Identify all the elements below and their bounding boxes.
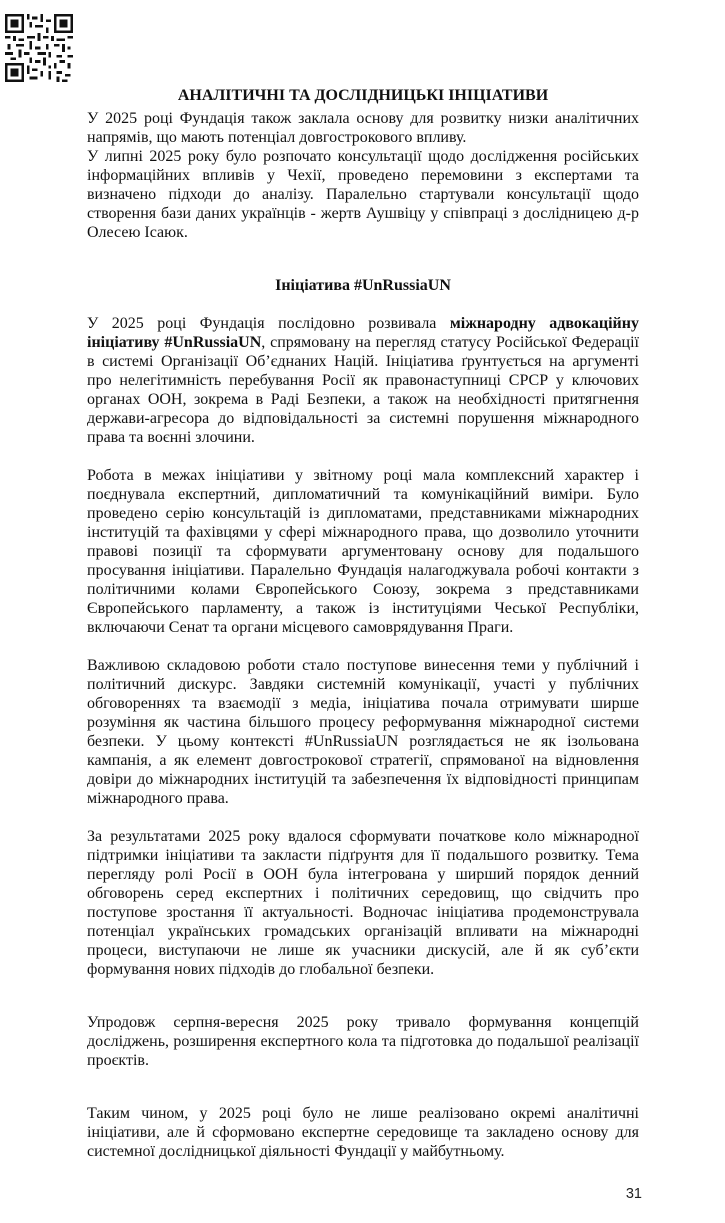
- page-content: [87, 0, 639, 1161]
- closing-paragraph-2: Таким чином, у 2025 році було не лише реалізовано окремі аналітичні ініціативи, але й сформовано експертне середовище та закладено основу для системної дослідницької діяльності Фундації у майбутньому.: [87, 1105, 639, 1160]
- unrussia-paragraph-2: Робота в межах ініціативи у звітному році мала комплексний характер і поєднувала експертний, дипломатичний та комунікаційний виміри. Було проведено серію консультацій із дипломатами, представниками міжнародних інституцій та фахівцями у сфері міжнародного права, що дозволило уточнити правові позиції та сформувати аргументовану основу для подальшого просування ініціативи. Паралельно Фундація налагоджувала робочі контакти з політичними колами Європейського Союзу, зокрема з представниками Європейського парламенту, а також із інституціями Чеської Республіки, включаючи Сенат та органи місцевого самоврядування Праги.: [87, 467, 639, 636]
- intro-paragraph-1: У 2025 році Фундація також заклала основу для розвитку низки аналітичних напрямів, що мають потенціал довгострокового впливу.: [87, 110, 639, 146]
- unrussia-paragraph-1: [87, 314, 639, 447]
- p1-end: , спрямовану на перегляд статусу Російської Федерації в системі Організації Об’єднаних Націй. Ініціатива ґрунтується на аргументі про нелегітимність перебування Росії як правонаступниці СРСР у ключових органах ООН, зокрема в Раді Безпеки, а також на необхідності притягнення держави-агресора до відповідальності за системні порушення міжнародного права та воєнні злочини.: [87, 334, 639, 446]
- unrussia-paragraph-3: Важливою складовою роботи стало поступове винесення теми у публічний і політичний дискурс. Завдяки системній комунікації, участі у публічних обговореннях та взаємодії з медіа, ініціатива почала отримувати ширше розуміння як частина більшого процесу реформування міжнародної системи безпеки. У цьому контексті #UnRussiaUN розглядається не як ізольована кампанія, а як елемент довгострокової стратегії, спрямованої на відновлення довіри до міжнародних інституцій та забезпечення їх відповідності принципам міжнародного права.: [87, 657, 639, 807]
- subsection-title: Ініціатива #UnRussiaUN: [275, 277, 451, 294]
- unrussia-paragraph-4: За результатами 2025 року вдалося сформувати початкове коло міжнародної підтримки ініціативи та закласти підґрунтя для її подальшого розвитку. Тема перегляду ролі Росії в ООН була інтегрована у ширший порядок денний обговорень серед експертних і політичних середовищ, що свідчить про поступове зростання її актуальності. Водночас ініціатива продемонструвала потенціал українських громадських організацій впливати на міжнародні процеси, виступаючи не лише як учасники дискусій, але й як суб’єкти формування нових підходів до глобальної безпеки.: [87, 828, 639, 978]
- section-title: АНАЛІТИЧНІ ТА ДОСЛІДНИЦЬКІ ІНІЦІАТИВИ: [177, 87, 549, 104]
- p1-start: У 2025 році Фундація послідовно розвивала: [87, 315, 450, 332]
- qr-code-icon: [5, 12, 73, 84]
- intro-paragraph-2: У липні 2025 року було розпочато консультації щодо дослідження російських інформаційних впливів у Чехії, проведено перемовини з експертами та визначено підходи до аналізу. Паралельно стартували консультації щодо створення бази даних українців - жертв Аушвіцу у співпраці з дослідницею д-р Олесею Ісаюк.: [87, 148, 639, 241]
- page-number: 31: [625, 1186, 642, 1202]
- page-footer: [87, 1161, 642, 1223]
- closing-paragraph-1: Упродовж серпня-вересня 2025 року тривало формування концепцій досліджень, розширення експертного кола та підготовка до подальшої реалізації проєктів.: [87, 1014, 639, 1069]
- p1-bold: міжнародну адвокаційну ініціативу #UnRussiaUN: [87, 315, 639, 351]
